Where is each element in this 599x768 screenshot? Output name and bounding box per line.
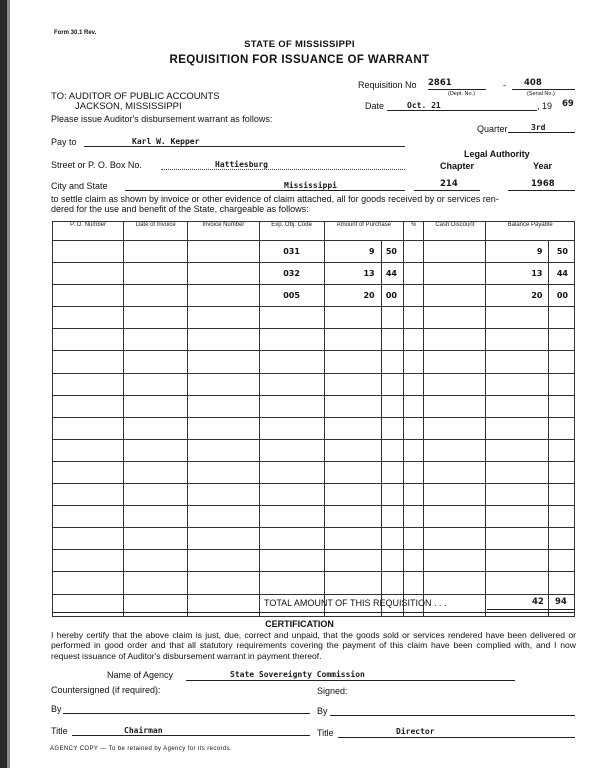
pay-to-line [84, 146, 405, 147]
date-year-prefix: , 19 [537, 101, 553, 111]
table-row [53, 484, 575, 506]
header-amount-of-purchase: Amount of Purchase [324, 222, 403, 241]
cell-invoice[interactable] [188, 241, 259, 263]
cell-discount[interactable] [424, 285, 486, 307]
cell-invoice[interactable] [188, 307, 259, 329]
to-jackson: JACKSON, MISSISSIPPI [75, 101, 182, 112]
cell-amt-d[interactable] [324, 373, 381, 395]
cell-pct[interactable] [403, 307, 423, 329]
header-balance-payable: Balance Payable [486, 222, 575, 241]
cell-invoice[interactable] [188, 373, 259, 395]
cell-bal-c[interactable]: 44 [549, 263, 575, 285]
cell-amt-c[interactable] [381, 417, 403, 439]
table-row [53, 461, 575, 483]
cell-po[interactable] [53, 439, 124, 461]
cell-obj[interactable] [259, 395, 324, 417]
cell-discount[interactable] [424, 461, 486, 483]
cell-po[interactable] [53, 572, 124, 594]
pay-to-value[interactable]: Karl W. Kepper [132, 137, 200, 146]
quarter-value[interactable]: 3rd [531, 123, 546, 132]
dept-no-caption: (Dept. No.) [448, 91, 475, 97]
city-state-line [125, 190, 405, 191]
serial-no-line [512, 89, 575, 90]
countersigned-by-line [63, 713, 310, 714]
total-cents[interactable]: 94 [555, 597, 567, 607]
year-value[interactable]: 1968 [531, 179, 555, 189]
cell-date[interactable] [124, 417, 188, 439]
settle-text-2: dered for the use and benefit of the State, chargeable as follows: [51, 204, 309, 214]
cell-discount[interactable] [424, 417, 486, 439]
cell-bal-c[interactable] [549, 461, 575, 483]
cell-discount[interactable] [424, 307, 486, 329]
cell-date[interactable] [124, 461, 188, 483]
table-row [53, 528, 575, 550]
charges-table [52, 221, 575, 617]
cell-discount[interactable] [424, 528, 486, 550]
cell-po[interactable] [53, 329, 124, 351]
cell-obj[interactable] [259, 329, 324, 351]
agency-line [186, 680, 515, 681]
cell-bal-d[interactable] [486, 528, 549, 550]
cell-date[interactable] [124, 550, 188, 572]
cell-discount[interactable] [424, 241, 486, 263]
cell-amt-d[interactable] [324, 395, 381, 417]
cell-po[interactable] [53, 307, 124, 329]
cell-date[interactable] [124, 484, 188, 506]
cell-discount[interactable] [424, 550, 486, 572]
cell-obj[interactable] [259, 439, 324, 461]
date-value[interactable]: Oct. 21 [407, 101, 441, 110]
year-line [508, 190, 575, 191]
cell-bal-d[interactable] [486, 461, 549, 483]
cell-amt-c[interactable] [381, 329, 403, 351]
cell-pct[interactable] [403, 373, 423, 395]
table-row [53, 439, 575, 461]
cell-amt-c[interactable] [381, 506, 403, 528]
table-body [53, 241, 575, 617]
cell-invoice[interactable] [188, 439, 259, 461]
settle-text-1: to settle claim as shown by invoice or other evidence of claim attached, all for goods received by or services ren- [51, 194, 499, 204]
header-invoice-number: Invoice Number [188, 222, 259, 241]
cell-bal-c[interactable] [549, 506, 575, 528]
cell-bal-c[interactable] [549, 351, 575, 373]
cell-discount[interactable] [424, 351, 486, 373]
year-label: Year [533, 161, 553, 171]
cell-po[interactable] [53, 285, 124, 307]
cell-pct[interactable] [403, 395, 423, 417]
signed-label: Signed: [317, 686, 348, 696]
cell-bal-d[interactable] [486, 439, 549, 461]
countersigned-by-label: By [51, 704, 62, 714]
cell-amt-c[interactable] [381, 439, 403, 461]
cell-bal-d[interactable]: 13 [486, 263, 549, 285]
state-heading: STATE OF MISSISSIPPI [244, 39, 355, 50]
city-state-value[interactable]: Mississippi [284, 181, 337, 190]
cell-pct[interactable] [403, 417, 423, 439]
cell-pct[interactable] [403, 263, 423, 285]
cell-date[interactable] [124, 285, 188, 307]
cell-obj[interactable] [259, 528, 324, 550]
header-po-number: P. O. Number [53, 222, 124, 241]
cell-pct[interactable] [403, 461, 423, 483]
scan-edge [0, 0, 7, 768]
cell-po[interactable] [53, 263, 124, 285]
cell-obj[interactable] [259, 417, 324, 439]
cell-discount[interactable] [424, 263, 486, 285]
cell-discount[interactable] [424, 439, 486, 461]
table-row [53, 307, 575, 329]
table-row [53, 285, 575, 307]
cell-po[interactable] [53, 373, 124, 395]
cell-bal-d[interactable] [486, 351, 549, 373]
header-cash-discount: Cash Discount [424, 222, 486, 241]
cell-obj[interactable] [259, 550, 324, 572]
cell-amt-c[interactable] [381, 307, 403, 329]
cell-invoice[interactable] [188, 351, 259, 373]
cell-amt-d[interactable]: 9 [324, 241, 381, 263]
cell-discount[interactable] [424, 506, 486, 528]
quarter-line [508, 132, 575, 133]
cell-amt-c[interactable]: 00 [381, 285, 403, 307]
cell-bal-c[interactable] [549, 307, 575, 329]
street-label: Street or P. O. Box No. [51, 160, 142, 170]
cell-po[interactable] [53, 528, 124, 550]
cell-bal-c[interactable] [549, 572, 575, 594]
agency-value[interactable]: State Sovereignty Commission [230, 670, 365, 679]
cell-po[interactable] [53, 351, 124, 373]
cell-date[interactable] [124, 329, 188, 351]
cell-date[interactable] [124, 395, 188, 417]
cell-amt-c[interactable] [381, 461, 403, 483]
countersigned-label: Countersigned (if required): [51, 685, 161, 695]
table-row [53, 373, 575, 395]
cell-obj[interactable] [259, 506, 324, 528]
to-auditor: TO: AUDITOR OF PUBLIC ACCOUNTS [51, 91, 220, 102]
cell-obj[interactable] [259, 373, 324, 395]
table-row [53, 263, 575, 285]
cell-amt-d[interactable] [324, 351, 381, 373]
right-title-value[interactable]: Director [396, 727, 435, 736]
instruction-text: Please issue Auditor's disbursement warrant as follows: [51, 114, 273, 124]
cell-bal-c[interactable] [549, 373, 575, 395]
cell-date[interactable] [124, 373, 188, 395]
date-year[interactable]: 69 [562, 99, 574, 109]
cell-discount[interactable] [424, 484, 486, 506]
pay-to-label: Pay to [51, 137, 77, 147]
cell-invoice[interactable] [188, 285, 259, 307]
signed-by-line [330, 715, 575, 716]
cell-bal-d[interactable] [486, 506, 549, 528]
cell-obj[interactable]: 005 [259, 285, 324, 307]
date-line [387, 110, 537, 111]
cell-amt-c[interactable] [381, 395, 403, 417]
cell-pct[interactable] [403, 528, 423, 550]
serial-no-caption: (Serial No.) [527, 91, 555, 97]
cell-po[interactable] [53, 461, 124, 483]
table-row [53, 351, 575, 373]
table-row [53, 550, 575, 572]
cell-amt-d[interactable] [324, 439, 381, 461]
cell-amt-d[interactable] [324, 572, 381, 594]
cell-amt-d[interactable]: 20 [324, 285, 381, 307]
cell-pct[interactable] [403, 484, 423, 506]
cell-amt-d[interactable] [324, 528, 381, 550]
city-state-label: City and State [51, 181, 108, 191]
cell-bal-d[interactable] [486, 417, 549, 439]
cell-amt-c[interactable]: 44 [381, 263, 403, 285]
cell-amt-c[interactable] [381, 572, 403, 594]
cell-pct[interactable] [403, 439, 423, 461]
cell-bal-c[interactable] [549, 528, 575, 550]
requisition-label: Requisition No [358, 80, 417, 90]
total-line [487, 609, 575, 610]
table-row [53, 241, 575, 263]
cell-bal-d[interactable] [486, 395, 549, 417]
form-title: REQUISITION FOR ISSUANCE OF WARRANT [169, 54, 430, 66]
cell-bal-c[interactable] [549, 329, 575, 351]
cell-bal-d[interactable] [486, 307, 549, 329]
cell-amt-c[interactable] [381, 373, 403, 395]
table-row [53, 329, 575, 351]
cell-pct[interactable] [403, 572, 423, 594]
cell-pct[interactable] [403, 241, 423, 263]
cell-obj[interactable] [259, 484, 324, 506]
cell-discount[interactable] [424, 329, 486, 351]
cell-bal-d[interactable] [486, 572, 549, 594]
table-row [53, 395, 575, 417]
cell-discount[interactable] [424, 395, 486, 417]
quarter-label: Quarter [477, 124, 508, 134]
cell-invoice[interactable] [188, 329, 259, 351]
cell-obj[interactable]: 031 [259, 241, 324, 263]
cell-obj[interactable]: 032 [259, 263, 324, 285]
cell-invoice[interactable] [188, 417, 259, 439]
cell-date[interactable] [124, 351, 188, 373]
left-title-value[interactable]: Chairman [124, 726, 163, 735]
cell-po[interactable] [53, 550, 124, 572]
header-date-of-invoice: Date of Invoice [124, 222, 188, 241]
cell-amt-c[interactable] [381, 550, 403, 572]
certification-heading: CERTIFICATION [265, 619, 334, 629]
cell-bal-c[interactable] [549, 395, 575, 417]
cell-po[interactable] [53, 484, 124, 506]
scan-edge-shadow [7, 0, 10, 768]
chapter-value[interactable]: 214 [440, 179, 458, 189]
cell-obj[interactable] [259, 461, 324, 483]
cell-invoice[interactable] [188, 528, 259, 550]
cell-bal-c[interactable] [549, 550, 575, 572]
right-title-label: Title [317, 728, 334, 738]
requisition-dept-no[interactable]: 2861 [428, 78, 452, 88]
cell-bal-c[interactable] [549, 417, 575, 439]
cell-po[interactable] [53, 395, 124, 417]
form-number: Form 30.1 Rev. [54, 30, 97, 36]
cell-po[interactable] [53, 506, 124, 528]
cell-bal-d[interactable] [486, 329, 549, 351]
cell-invoice[interactable] [188, 484, 259, 506]
cell-pct[interactable] [403, 329, 423, 351]
signed-by-label: By [317, 706, 328, 716]
cell-amt-d[interactable] [324, 307, 381, 329]
cell-invoice[interactable] [188, 550, 259, 572]
cell-amt-c[interactable] [381, 484, 403, 506]
street-value[interactable]: Hattiesburg [215, 160, 268, 169]
legal-authority-label: Legal Authority [464, 149, 530, 159]
cell-po[interactable] [53, 241, 124, 263]
requisition-dash: - [503, 80, 506, 90]
requisition-serial-no[interactable]: 408 [524, 78, 542, 88]
cell-amt-d[interactable] [324, 484, 381, 506]
cell-amt-c[interactable] [381, 351, 403, 373]
cell-amt-d[interactable] [324, 417, 381, 439]
table-row [53, 572, 575, 594]
date-label: Date [365, 101, 385, 111]
total-label: TOTAL AMOUNT OF THIS REQUISITION . . . [264, 598, 447, 608]
cell-amt-d[interactable] [324, 506, 381, 528]
left-title-line [72, 735, 310, 736]
header-exp-obj-code: Exp. Obj. Code [259, 222, 324, 241]
cell-amt-c[interactable] [381, 528, 403, 550]
cell-amt-c[interactable]: 50 [381, 241, 403, 263]
cell-invoice[interactable] [188, 572, 259, 594]
cell-date[interactable] [124, 506, 188, 528]
certification-text: I hereby certify that the above claim is just, due, correct and unpaid, that the goods sold or services rendered have been delivered or performed in good order and that all statutory requirements covering the payment of this claim have been complied with, and I now request issuance of Auditor's disbursement warrant in payment thereof. [51, 630, 576, 661]
cell-invoice[interactable] [188, 263, 259, 285]
cell-invoice[interactable] [188, 395, 259, 417]
table-row [53, 417, 575, 439]
cell-pct[interactable] [403, 285, 423, 307]
right-title-line [338, 737, 575, 738]
cell-bal-d[interactable]: 20 [486, 285, 549, 307]
cell-amt-d[interactable] [324, 329, 381, 351]
cell-obj[interactable] [259, 572, 324, 594]
cell-bal-c[interactable]: 50 [549, 241, 575, 263]
cell-pct[interactable] [403, 550, 423, 572]
cell-bal-c[interactable]: 00 [549, 285, 575, 307]
street-line [161, 169, 405, 170]
cell-bal-c[interactable] [549, 484, 575, 506]
dept-no-line [428, 89, 486, 90]
cell-pct[interactable] [403, 506, 423, 528]
cell-amt-d[interactable] [324, 550, 381, 572]
cell-obj[interactable] [259, 351, 324, 373]
cell-pct[interactable] [403, 351, 423, 373]
cell-date[interactable] [124, 572, 188, 594]
footer-agency-copy: AGENCY COPY — To be retained by Agency for its records. [50, 746, 233, 752]
cell-date[interactable] [124, 439, 188, 461]
header-percent: % [403, 222, 423, 241]
chapter-line [414, 190, 480, 191]
cell-obj[interactable] [259, 307, 324, 329]
total-dollars[interactable]: 42 [532, 597, 544, 607]
cell-invoice[interactable] [188, 506, 259, 528]
table-header-row [53, 222, 575, 241]
cell-invoice[interactable] [188, 461, 259, 483]
cell-discount[interactable] [424, 373, 486, 395]
cell-date[interactable] [124, 263, 188, 285]
cell-bal-d[interactable] [486, 484, 549, 506]
cell-amt-d[interactable] [324, 461, 381, 483]
chapter-label: Chapter [440, 161, 475, 171]
cell-bal-d[interactable] [486, 373, 549, 395]
cell-bal-d[interactable]: 9 [486, 241, 549, 263]
total-rule [52, 612, 575, 613]
cell-date[interactable] [124, 528, 188, 550]
table-row [53, 506, 575, 528]
cell-bal-d[interactable] [486, 550, 549, 572]
agency-label: Name of Agency [107, 670, 174, 680]
cell-date[interactable] [124, 241, 188, 263]
cell-bal-c[interactable] [549, 439, 575, 461]
left-title-label: Title [51, 726, 68, 736]
cell-discount[interactable] [424, 572, 486, 594]
cell-amt-d[interactable]: 13 [324, 263, 381, 285]
cell-po[interactable] [53, 417, 124, 439]
cell-date[interactable] [124, 307, 188, 329]
